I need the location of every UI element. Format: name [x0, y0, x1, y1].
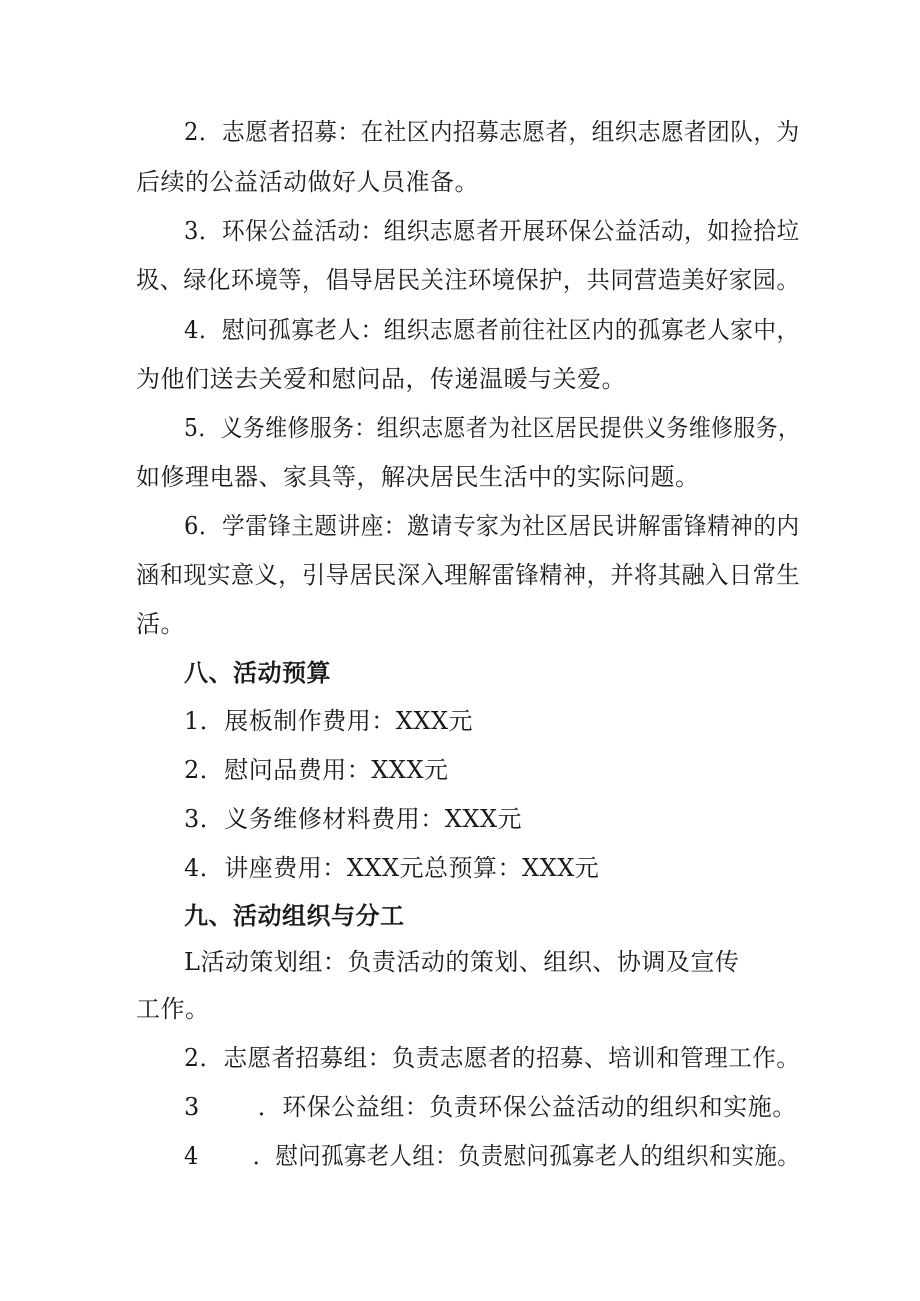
- section-heading-budget: 八、活动预算: [184, 659, 331, 687]
- org-planning-line2: 工作。: [136, 995, 210, 1023]
- item-environment-line1: 3．环保公益活动：组织志愿者开展环保公益活动，如捡拾垃: [184, 217, 800, 245]
- budget-item-lecture-total: 4．讲座费用：XXX元总预算：XXX元: [184, 854, 600, 882]
- item-recruit-line2: 后续的公益活动做好人员准备。: [136, 168, 479, 196]
- item-recruit-line1: 2．志愿者招募：在社区内招募志愿者，组织志愿者团队，为: [184, 118, 800, 146]
- org-eco-number: 3: [184, 1093, 200, 1121]
- org-eco-group: [184, 1091, 797, 1123]
- org-volunteer-group: 2．志愿者招募组：负责志愿者的招募、培训和管理工作。: [184, 1044, 801, 1072]
- section-heading-organization: 九、活动组织与分工: [184, 902, 405, 930]
- item-lecture-line1: 6．学雷锋主题讲座：邀请专家为社区居民讲解雷锋精神的内: [184, 512, 800, 540]
- item-visit-line2: 为他们送去关爱和慰问品，传递温暖与关爱。: [136, 365, 626, 393]
- item-repair-line1: 5．义务维修服务：组织志愿者为社区居民提供义务维修服务，: [184, 414, 801, 442]
- item-lecture-line2: 涵和现实意义，引导居民深入理解雷锋精神，并将其融入日常生: [136, 561, 801, 589]
- item-repair-line2: 如修理电器、家具等，解决居民生活中的实际问题。: [136, 463, 700, 491]
- org-planning-line1: L活动策划组：负责活动的策划、组织、协调及宣传: [184, 948, 740, 976]
- org-visit-group: [184, 1140, 800, 1172]
- budget-item-display-board: 1．展板制作费用：XXX元: [184, 707, 474, 735]
- item-lecture-line3: 活。: [136, 610, 185, 638]
- org-visit-text: ．慰问孤寡老人组：负责慰问孤寡老人的组织和实施。: [252, 1142, 801, 1170]
- budget-item-repair-materials: 3．义务维修材料费用：XXX元: [184, 805, 523, 833]
- item-visit-line1: 4．慰问孤寡老人：组织志愿者前往社区内的孤寡老人家中，: [184, 316, 800, 344]
- org-visit-number: 4: [184, 1142, 199, 1170]
- item-environment-line2: 圾、绿化环境等，倡导居民关注环境保护，共同营造美好家园。: [136, 266, 801, 294]
- budget-item-gifts: 2．慰问品费用：XXX元: [184, 756, 449, 784]
- org-eco-text: ．环保公益组：负责环保公益活动的组织和实施。: [257, 1093, 797, 1121]
